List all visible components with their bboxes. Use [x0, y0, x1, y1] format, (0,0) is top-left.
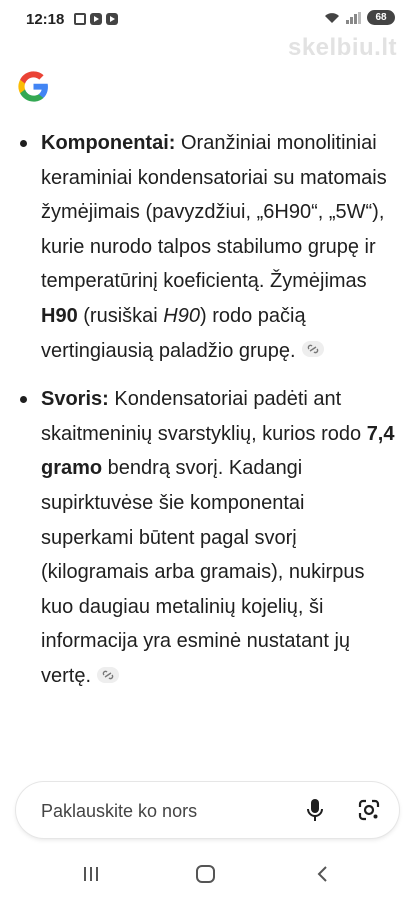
youtube-notification-icon-2: [106, 13, 118, 25]
notification-icons: [74, 13, 118, 25]
google-logo-icon: [17, 70, 50, 103]
bold-term: H90: [41, 304, 78, 327]
bullet-icon: [20, 396, 27, 403]
system-nav-bar: [0, 847, 415, 900]
signal-icon: [346, 12, 361, 24]
home-icon[interactable]: [193, 861, 219, 887]
ask-bar[interactable]: [16, 782, 399, 838]
battery-badge: 68: [367, 10, 395, 25]
ai-answer: [17, 126, 397, 708]
status-time: 12:18: [26, 11, 65, 28]
recents-icon[interactable]: [78, 861, 104, 887]
italic-term: Н90: [163, 304, 200, 327]
list-item-body: ) rodo pačią vertingiausią paladžio grupę.: [41, 304, 306, 362]
watermark: skelbiu.lt: [287, 34, 397, 61]
mic-icon[interactable]: [305, 798, 325, 822]
wifi-icon: [324, 12, 340, 24]
list-item-body: (rusiškai: [77, 304, 164, 327]
ask-input[interactable]: [39, 798, 293, 824]
list-item: [17, 126, 397, 368]
list-item-heading: Komponentai:: [41, 132, 176, 154]
bullet-icon: [20, 140, 27, 147]
back-icon[interactable]: [311, 861, 337, 887]
list-item: [17, 382, 397, 693]
list-item-text: [41, 126, 397, 368]
youtube-notification-icon: [90, 13, 102, 25]
list-item-body: Kondensatoriai padėti ant skaitmeninių svarstyklių, kurios rodo: [41, 388, 367, 445]
bold-term: 7,4 gramo: [41, 422, 395, 480]
link-icon[interactable]: [97, 667, 119, 683]
screenshot-notification-icon: [74, 13, 86, 25]
list-item-text: [41, 382, 397, 693]
list-item-heading: Svoris:: [41, 388, 109, 411]
link-icon[interactable]: [302, 341, 324, 357]
google-lens-icon[interactable]: [358, 799, 380, 821]
list-item-body: Oranžiniai monolitiniai keraminiai kondensatoriai su matomais žymėjimais (pavyzdžiui, „6H90“, „5W“), kurie nurodo talpos stabilumo grupę ir temperatūrinį koeficientą. Žymėjimas: [41, 132, 387, 293]
system-status-icons: [324, 10, 395, 25]
list-item-body: bendrą svorį. Kadangi supirktuvėse šie komponentai superkami būtent pagal svorį (kilogramais arba gramais), nukirpus kuo daugiau metalinių kojelių, ši informacija yra esminė nustatant jų vertę.: [41, 457, 365, 687]
